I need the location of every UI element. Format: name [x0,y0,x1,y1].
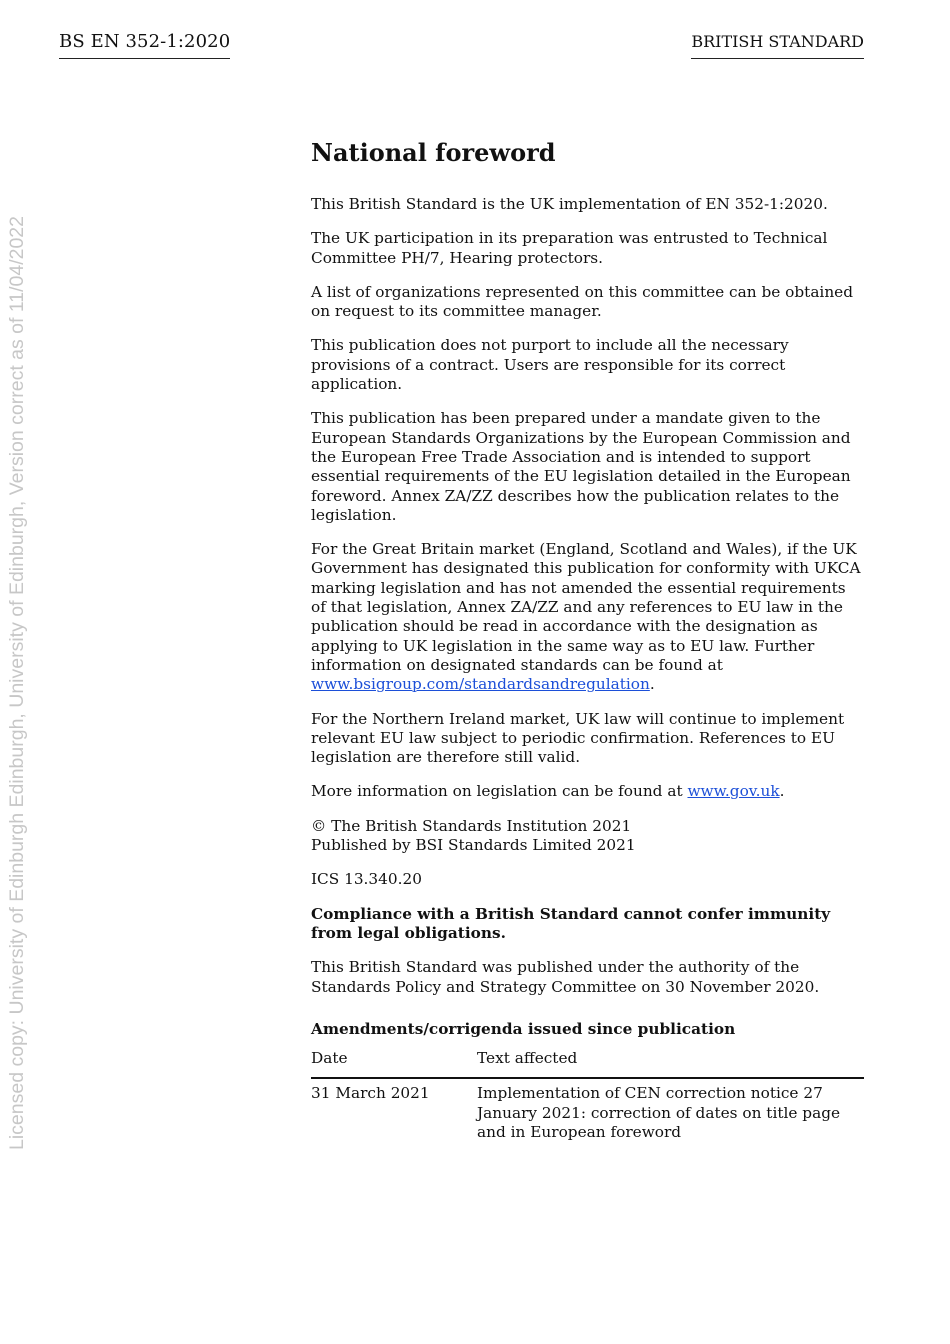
amendments-table [311,1047,864,1142]
paragraph-great-britain-market [311,540,864,694]
column-header-date: Date [311,1047,477,1078]
national-foreword-section [311,137,864,1142]
amendment-text: Implementation of CEN correction notice 27 January 2021: correction of dates on title page and in European foreword [477,1084,841,1141]
amendments-header-row [311,1047,864,1078]
publisher-line: Published by BSI Standards Limited 2021 [311,836,636,855]
gb-market-end: . [649,675,655,694]
license-watermark: Licensed copy: University of Edinburgh Edinburgh, University of Edinburgh, Version correct as of 11/04/2022 [6,215,28,1150]
paragraph-organizations: A list of organizations represented on this committee can be obtained on request to its committee manager. [311,282,854,321]
paragraph-mandate: This publication has been prepared under a mandate given to the European Standards Organizations by the European Commission and the European Free Trade Association and is intended to support essential requirements of the EU legislation detailed in the European foreword. Annex ZA/ZZ describes how the publication relates to the legislation. [311,409,851,524]
paragraph-contract-provisions: This publication does not purport to include all the necessary provisions of a contract. Users are responsible for its correct application. [311,336,789,394]
standard-series-label: BRITISH STANDARD [691,32,864,59]
copyright-line: © The British Standards Institution 2021 [311,816,632,835]
bsigroup-link[interactable]: www.bsigroup.com/standardsandregulation [311,675,650,694]
gov-uk-link[interactable]: www.gov.uk [687,782,780,801]
compliance-notice: Compliance with a British Standard cannot confer immunity from legal obligations. [311,904,831,942]
paragraph-committee: The UK participation in its preparation was entrusted to Technical Committee PH/7, Hearing protectors. [311,229,828,267]
paragraph-authority: This British Standard was published under the authority of the Standards Policy and Strategy Committee on 30 November 2020. [311,958,820,996]
more-info-end: . [779,782,785,801]
amendments-title: Amendments/corrigenda issued since publication [311,1019,736,1038]
column-header-text-affected: Text affected [477,1047,864,1078]
more-info-text: More information on legislation can be found at [311,782,688,801]
ics-code: ICS 13.340.20 [311,870,422,889]
copyright-block [311,817,864,856]
table-row [311,1078,864,1142]
paragraph-more-information [311,782,864,801]
page-title: National foreword [311,138,556,167]
amendment-date: 31 March 2021 [311,1084,430,1103]
gb-market-text: For the Great Britain market (England, Scotland and Wales), if the UK Government has designated this publication for conformity with UKCA marking legislation and has not amended the essential requirements of that legislation, Annex ZA/ZZ and any references to EU law in the publication should be read in accordance with the designation as applying to UK legislation in the same way as to EU law. Further information on designated standards can be found at [311,540,861,674]
document-id: BS EN 352-1:2020 [59,31,230,59]
paragraph-northern-ireland-market: For the Northern Ireland market, UK law will continue to implement relevant EU law subject to periodic confirmation. References to EU legislation are therefore still valid. [311,709,845,767]
paragraph-implementation: This British Standard is the UK implementation of EN 352-1:2020. [311,195,828,213]
